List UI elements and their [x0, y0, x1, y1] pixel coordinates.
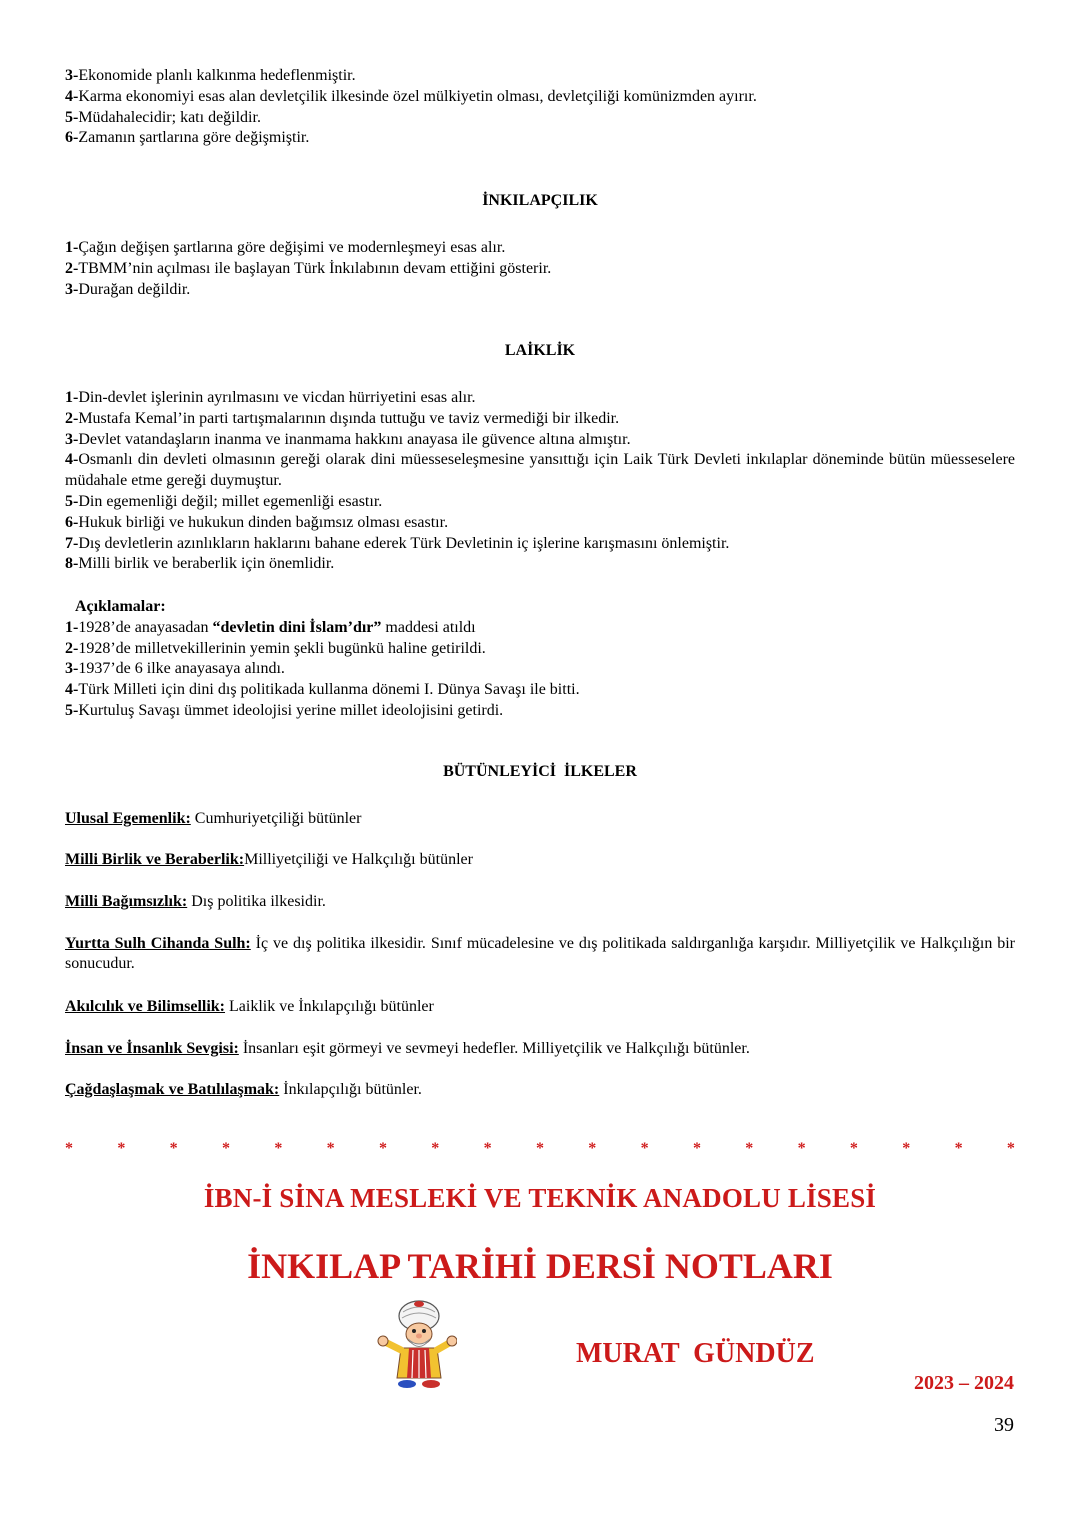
star: * [954, 1140, 963, 1157]
butunleyici-item: Milli Bağımsızlık: Dış politika ilkesidir. [65, 893, 326, 910]
inkilapcilik-section [65, 192, 1015, 210]
star: * [849, 1140, 858, 1157]
list-item: 4-Türk Milleti için dini dış politikada kullanma dönemi I. Dünya Savaşı ile bitti. [65, 681, 580, 699]
list-item: 5-Müdahalecidir; katı değildir. [65, 108, 261, 126]
list-item: 1-Din-devlet işlerinin ayrılmasını ve vicdan hürriyetini esas alır. [65, 389, 476, 406]
notes-title: İNKILAP TARİHİ DERSİ NOTLARI [247, 1246, 833, 1286]
star: * [221, 1140, 230, 1157]
list-item: 6-Hukuk birliği ve hukukun dinden bağımsız olması esastır. [65, 513, 449, 531]
list-item: 5-Kurtuluş Savaşı ümmet ideolojisi yerine millet ideolojisini getirdi. [65, 701, 504, 719]
star: * [483, 1140, 492, 1157]
laiklik-section [65, 342, 1015, 360]
aciklamalar-section [65, 597, 1015, 722]
star: * [65, 1140, 73, 1157]
star: * [745, 1140, 754, 1157]
devletcilik-list [65, 66, 1015, 149]
list-item: 3-Devlet vatandaşların inanma ve inanmama hakkını anayasa ile güvence altına almıştır. [65, 430, 631, 448]
list-item: 2-1928’de milletvekillerinin yemin şekli bugünkü haline getirildi. [65, 639, 486, 657]
aciklamalar-heading: Açıklamalar: [75, 598, 166, 615]
list-item: 1-1928’de anayasadan “devletin dini İslam’dır” maddesi atıldı [65, 618, 476, 636]
section-heading: İNKILAPÇILIK [482, 192, 598, 209]
star: * [1006, 1140, 1015, 1157]
list-item: 4-Karma ekonomiyi esas alan devletçilik ilkesinde özel mülkiyetin olması, devletçiliği komünizmden ayırır. [65, 87, 757, 105]
list-item: 5-Din egemenliği değil; millet egemenliği esastır. [65, 492, 383, 510]
list-item: 2-Mustafa Kemal’in parti tartışmalarının dışında tuttuğu ve taviz vermediği bir ilkedir. [65, 409, 620, 427]
butunleyici-item: Milli Birlik ve Beraberlik:Milliyetçiliği ve Halkçılığı bütünler [65, 851, 473, 868]
page-number: 39 [994, 1414, 1014, 1436]
author-name: MURAT GÜNDÜZ [576, 1338, 815, 1369]
butunleyici-item: Akılcılık ve Bilimsellik: Laiklik ve İnkılapçılığı bütünler [65, 998, 434, 1015]
star: * [640, 1140, 649, 1157]
list-item: 1-Çağın değişen şartlarına göre değişimi ve modernleşmeyi esas alır. [65, 239, 506, 256]
nasreddin-hoca-mascot-icon [375, 1298, 457, 1390]
butunleyici-item: Yurtta Sulh Cihanda Sulh: İç ve dış politika ilkesidir. Sınıf mücadelesine ve dış politikada saldırganlığa karşıdır. Milliyetçilik ve Halkçılığın bir sonucudur. [65, 935, 1016, 972]
list-item: 3-Ekonomide planlı kalkınma hedeflenmiştir. [65, 67, 356, 84]
section-heading: LAİKLİK [504, 342, 576, 359]
butunleyici-section [65, 763, 1015, 781]
list-item: 8-Milli birlik ve beraberlik için önemlidir. [65, 555, 335, 573]
star: * [902, 1140, 911, 1157]
star: * [692, 1140, 701, 1157]
inkilapcilik-list [65, 238, 1015, 300]
star: * [797, 1140, 806, 1157]
star: * [326, 1140, 335, 1157]
school-name: İBN-İ SİNA MESLEKİ VE TEKNİK ANADOLU LİSESİ [203, 1183, 877, 1213]
section-heading: BÜTÜNLEYİCİ İLKELER [443, 763, 637, 780]
star: * [431, 1140, 440, 1157]
list-item: 3-1937’de 6 ilke anayasaya alındı. [65, 660, 285, 678]
list-item: 7-Dış devletlerin azınlıkların haklarını bahane ederek Türk Devletinin iç işlerine karışmasını önlemiştir. [65, 534, 730, 552]
star: * [378, 1140, 387, 1157]
star-divider [65, 1140, 1015, 1158]
school-year: 2023 – 2024 [914, 1372, 1014, 1394]
star: * [169, 1140, 178, 1157]
list-item: 2-TBMM’nin açılması ile başlayan Türk İnkılabının devam ettiğini gösterir. [65, 259, 552, 277]
list-item: 3-Durağan değildir. [65, 280, 191, 298]
list-item: 6-Zamanın şartlarına göre değişmiştir. [65, 129, 310, 147]
star: * [588, 1140, 597, 1157]
butunleyici-item: İnsan ve İnsanlık Sevgisi: İnsanları eşit görmeyi ve sevmeyi hedefler. Milliyetçilik ve Halkçılığı bütünler. [65, 1040, 750, 1057]
star: * [117, 1140, 126, 1157]
star: * [535, 1140, 544, 1157]
star: * [274, 1140, 283, 1157]
butunleyici-item: Çağdaşlaşmak ve Batılılaşmak: İnkılapçılığı bütünler. [65, 1081, 422, 1098]
laiklik-list [65, 388, 1015, 575]
butunleyici-item: Ulusal Egemenlik: Cumhuriyetçiliği bütünler [65, 810, 362, 827]
list-item: 4-Osmanlı din devleti olmasının gereği olarak dini müesseseleşmesine yansıttığı için Laik Türk Devleti inkılaplar döneminde bütün müesseselere müdahale etme gereği duymuştur. [65, 451, 1015, 490]
